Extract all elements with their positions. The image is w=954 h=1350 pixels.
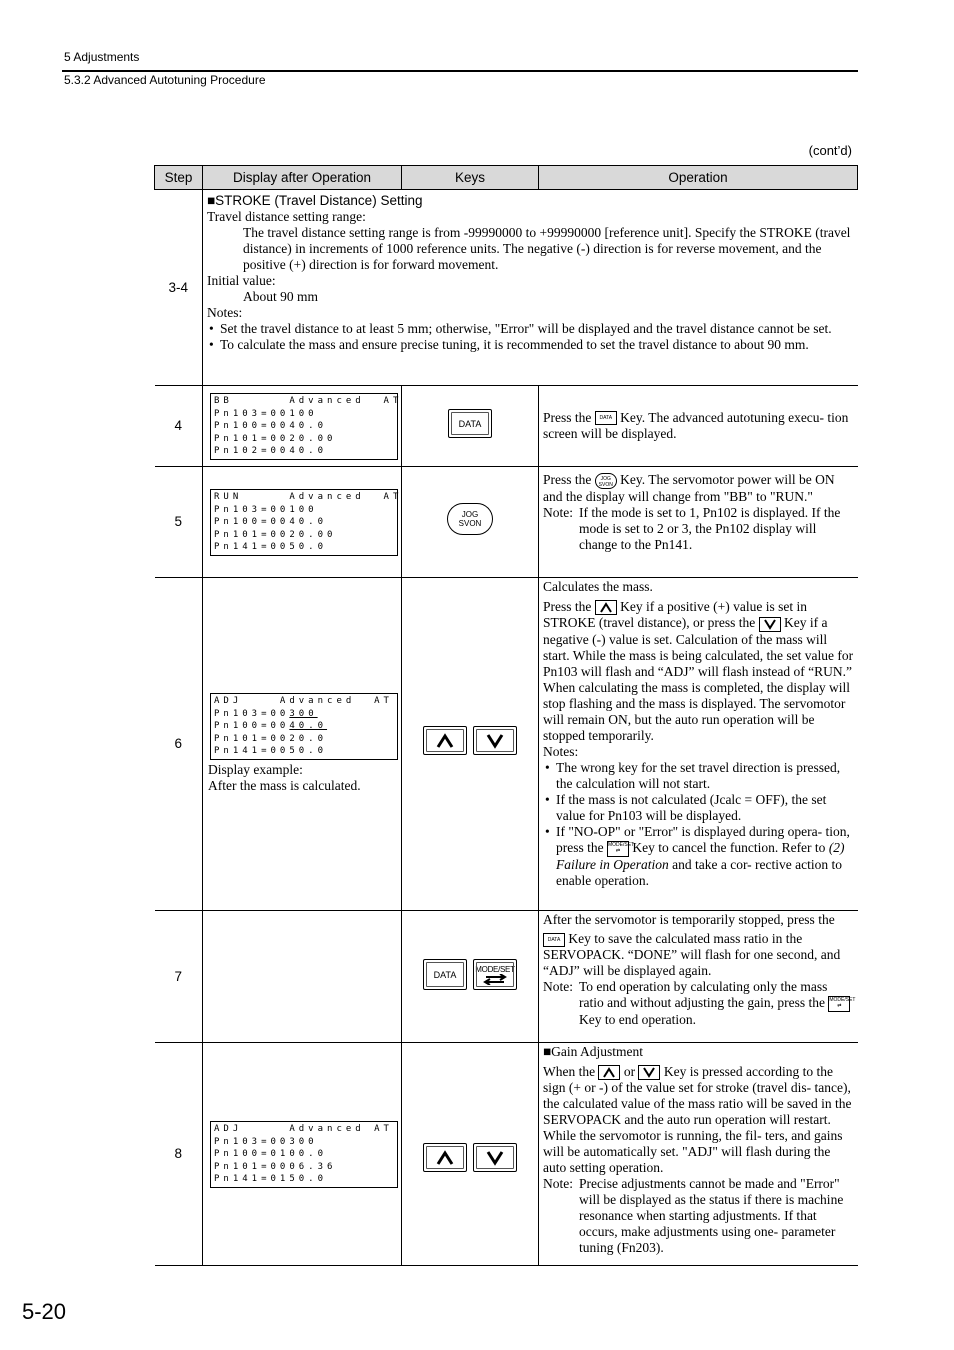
data-key-icon: DATA <box>543 933 565 947</box>
header-operation: Operation <box>539 166 858 190</box>
step-number: 8 <box>155 1043 203 1266</box>
keys-cell <box>402 1043 539 1266</box>
table-row-5 <box>155 467 858 578</box>
stroke-setting-cell <box>203 190 858 386</box>
stroke-title: ■STROKE (Travel Distance) Setting <box>207 193 423 208</box>
lcd-panel <box>210 693 398 760</box>
data-key-button[interactable]: DATA <box>423 959 467 990</box>
lcd-line: ADJ Advanced AT <box>214 1124 393 1134</box>
lcd-line: Pn103=00300 <box>214 708 318 719</box>
lcd-line: Pn100=0100.0 <box>214 1149 328 1160</box>
operation-text: Press the JOG SVON Key. The servomotor power will be ON and the display will change from "BB" to "RUN." <box>543 472 835 504</box>
lcd-line: ADJ Advanced AT <box>214 696 393 706</box>
step-number: 6 <box>155 578 203 911</box>
mode-set-key-icon: MODE/SET ⇄ <box>828 996 850 1012</box>
notes-label: Notes: <box>207 305 243 320</box>
square-bullet-icon: ■ <box>543 1044 552 1059</box>
lcd-panel <box>210 1121 398 1188</box>
page-number: 5-20 <box>22 1299 67 1324</box>
jog-svon-key-icon: JOG SVON <box>595 473 617 489</box>
operation-cell <box>539 386 858 467</box>
operation-cell <box>539 467 858 578</box>
down-arrow-key-button[interactable] <box>473 1143 517 1172</box>
keys-cell <box>402 911 539 1043</box>
operation-text: When the or Key is pressed according to the sign (+ or -) of the value set for stroke (travel dis- tance), the calculated value of the mass ratio will be saved in the SERVOPACK and the auto run operation will restart. While the servomotor is running, the fil- ters, and gains will be automatically set. "ADJ" will flash during the auto setting operation. <box>543 1064 852 1176</box>
operation-cell <box>539 911 858 1043</box>
range-label: Travel distance setting range: <box>207 209 366 224</box>
lcd-panel <box>210 393 403 460</box>
table-header-row <box>155 166 858 190</box>
up-arrow-key-icon <box>598 1065 620 1080</box>
mode-set-key-button[interactable]: MODE/SET <box>473 959 517 990</box>
down-arrow-icon <box>485 1150 505 1166</box>
lcd-line: Pn100=0040.0 <box>214 517 328 528</box>
continued-label: (cont’d) <box>808 143 852 158</box>
header-step: Step <box>155 166 203 190</box>
note-item: • If "NO-OP" or "Error" is displayed during opera- tion, press the MODE/SET ⇄ Key to cancel the function. Refer to (2) Failure in Operation and take a cor- rective action to enable operation. <box>543 824 854 889</box>
up-arrow-icon <box>435 733 455 749</box>
notes-label: Notes: <box>543 743 579 759</box>
chapter-header: 5 Adjustments <box>64 50 140 64</box>
initial-value: About 90 mm <box>243 289 319 304</box>
section-header: 5.3.2 Advanced Autotuning Procedure <box>64 73 266 87</box>
display-cell <box>203 386 402 467</box>
keys-cell <box>402 578 539 911</box>
operation-text: Press the Key if a positive (+) value is set in STROKE (travel distance), or press the Key if a negative (-) value is set. Calculation of the mass will start. While the mass is being calculated, the set value for Pn103 will flash and “ADJ” will flash instead of “RUN.” When calculating the mass is completed, the display will stop flashing and the mass is displayed. The servomotor will remain ON, but the auto run operation will be stopped temporarily. <box>543 599 854 743</box>
table-row-8 <box>155 1043 858 1266</box>
note-text: Note: To end operation by calculating only the mass ratio and without adjusting the gain, press the MODE/SET ⇄ Key to end operation. <box>543 979 856 1027</box>
note-item: • If the mass is not calculated (Jcalc = OFF), the set value for Pn103 will be displayed. <box>543 792 854 824</box>
lcd-line: RUN Advanced AT <box>214 492 403 502</box>
square-bullet-icon: ■ <box>207 193 216 208</box>
lcd-line: BB Advanced AT <box>214 396 403 406</box>
table-row-6 <box>155 578 858 911</box>
lcd-line: Pn103=00300 <box>214 1136 318 1147</box>
lcd-line: Pn103=00100 <box>214 504 318 515</box>
operation-cell <box>539 578 858 911</box>
lcd-panel <box>210 489 403 556</box>
up-arrow-key-button[interactable] <box>423 726 467 755</box>
data-key-icon: DATA <box>595 411 617 425</box>
note-text: Note: Precise adjustments cannot be made and "Error" will be displayed as the status if there is machine resonance when starting adjustments. If that occurs, make adjustments using one- parameter tuning (Fn203). <box>543 1176 844 1256</box>
table-row-7 <box>155 911 858 1043</box>
down-arrow-key-button[interactable] <box>473 726 517 755</box>
lcd-line: Pn101=0020.00 <box>214 529 337 540</box>
display-cell <box>203 911 402 1043</box>
down-arrow-icon <box>485 733 505 749</box>
operation-text: Press the DATA Key. The advanced autotuning execu- tion screen will be displayed. <box>543 409 849 441</box>
lcd-line: Pn141=0050.0 <box>214 746 328 757</box>
mode-set-key-icon: MODE/SET ⇄ <box>607 841 629 857</box>
note-item: • To calculate the mass and ensure precise tuning, it is recommended to set the travel distance to about 90 mm. <box>207 337 854 353</box>
display-cell <box>203 578 402 911</box>
operation-cell <box>539 1043 858 1266</box>
lcd-line: Pn103=00100 <box>214 408 318 419</box>
step-number: 7 <box>155 911 203 1043</box>
display-cell <box>203 1043 402 1266</box>
lcd-line: Pn141=0150.0 <box>214 1174 328 1185</box>
keys-cell <box>402 386 539 467</box>
operation-text: After the servomotor is temporarily stopped, press the <box>543 912 835 927</box>
note-text: Note: If the mode is set to 1, Pn102 is displayed. If the mode is set to 2 or 3, the Pn102 display will change to the Pn141. <box>543 504 841 552</box>
display-caption: Display example: After the mass is calculated. <box>208 762 361 793</box>
gain-adjustment-title: ■Gain Adjustment <box>543 1044 644 1059</box>
mode-set-arrows-icon <box>482 974 508 985</box>
step-number: 4 <box>155 386 203 467</box>
lcd-line: Pn100=0040.0 <box>214 421 328 432</box>
data-key-button[interactable]: DATA <box>448 409 492 438</box>
step-number: 5 <box>155 467 203 578</box>
keys-cell <box>402 467 539 578</box>
lcd-line: Pn141=0050.0 <box>214 542 328 553</box>
lcd-line: Pn101=0020.0 <box>214 733 328 744</box>
table-row-3-4 <box>155 190 858 386</box>
up-arrow-icon <box>435 1150 455 1166</box>
header-rule <box>62 70 858 72</box>
operation-text: Calculates the mass. <box>543 579 653 594</box>
initial-label: Initial value: <box>207 273 276 288</box>
table-row-4 <box>155 386 858 467</box>
lcd-line: Pn100=0040.0 <box>214 721 328 732</box>
down-arrow-key-icon <box>759 617 781 632</box>
step-number: 3-4 <box>155 190 203 386</box>
header-keys: Keys <box>402 166 539 190</box>
operation-text: DATA Key to save the calculated mass ratio in the SERVOPACK. “DONE” will flash for one second, and “ADJ” will be displayed again. <box>543 931 841 978</box>
note-item: • Set the travel distance to at least 5 mm; otherwise, "Error" will be displayed and the travel distance cannot be set. <box>207 321 854 337</box>
jog-svon-key-button[interactable]: JOG SVON <box>447 503 493 535</box>
range-text: The travel distance setting range is from -99990000 to +99990000 [reference unit]. Specify the STROKE (travel distance) in increments of 1000 reference units. The negative (-) direction is for reverse movement, and the positive (+) direction is for forward movement. <box>243 225 851 272</box>
up-arrow-key-icon <box>595 600 617 615</box>
lcd-line: Pn101=0020.00 <box>214 433 337 444</box>
down-arrow-key-icon <box>638 1065 660 1080</box>
header-display: Display after Operation <box>203 166 402 190</box>
up-arrow-key-button[interactable] <box>423 1143 467 1172</box>
note-item: • The wrong key for the set travel direction is pressed, the calculation will not start. <box>543 760 854 792</box>
procedure-table <box>154 165 858 1266</box>
display-cell <box>203 467 402 578</box>
lcd-line: Pn101=0006.36 <box>214 1161 337 1172</box>
lcd-line: Pn102=0040.0 <box>214 446 328 457</box>
